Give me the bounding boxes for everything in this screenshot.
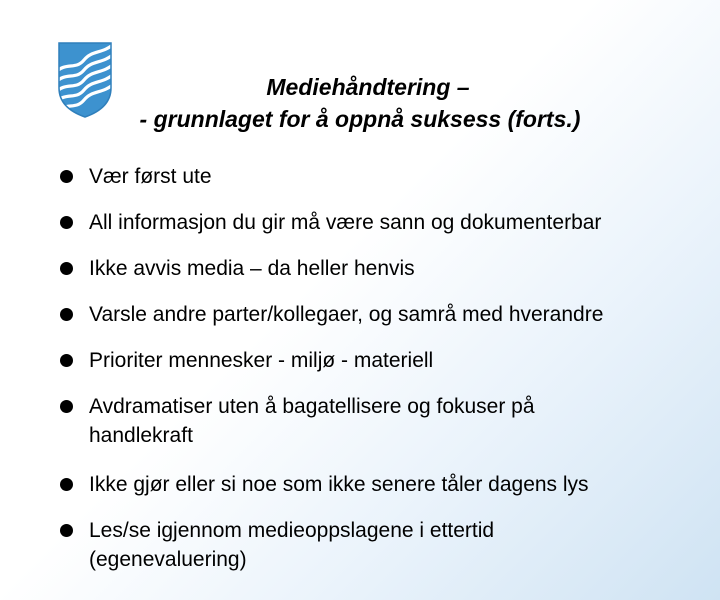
bullet-dot-icon bbox=[60, 170, 73, 183]
bullet-text: Prioriter mennesker - miljø - materiell bbox=[89, 349, 434, 372]
bullet-dot-icon bbox=[60, 262, 73, 275]
bullet-dot-icon bbox=[60, 524, 73, 537]
bullet-dot-icon bbox=[60, 400, 73, 413]
bullet-dot-icon bbox=[60, 478, 73, 491]
bullet-dot-icon bbox=[60, 216, 73, 229]
bullet-dot-icon bbox=[60, 354, 73, 367]
bullet-dot-icon bbox=[60, 308, 73, 321]
bullet-text bbox=[89, 392, 535, 450]
bullet-text: Ikke avvis media – da heller henvis bbox=[89, 257, 415, 280]
bullet-text: Ikke gjør eller si noe som ikke senere tåler dagens lys bbox=[89, 473, 589, 496]
bullet-text-line: Les/se igjennom medieoppslagene i ettertid bbox=[89, 519, 495, 542]
bullet-text: Vær først ute bbox=[89, 165, 212, 188]
title-line-1: Mediehåndtering – bbox=[266, 74, 470, 100]
bullet-text-line: Avdramatiser uten å bagatellisere og fokuser på bbox=[89, 395, 535, 418]
bullet-text: All informasjon du gir må være sann og dokumenterbar bbox=[89, 211, 602, 234]
bullet-text-line: (egenevaluering) bbox=[89, 548, 247, 571]
bullet-text bbox=[89, 516, 494, 574]
title-line-2: - grunnlaget for å oppnå suksess (forts.) bbox=[139, 106, 581, 132]
bullet-text-line: handlekraft bbox=[89, 424, 193, 447]
bullet-text: Varsle andre parter/kollegaer, og samrå med hverandre bbox=[89, 303, 604, 326]
